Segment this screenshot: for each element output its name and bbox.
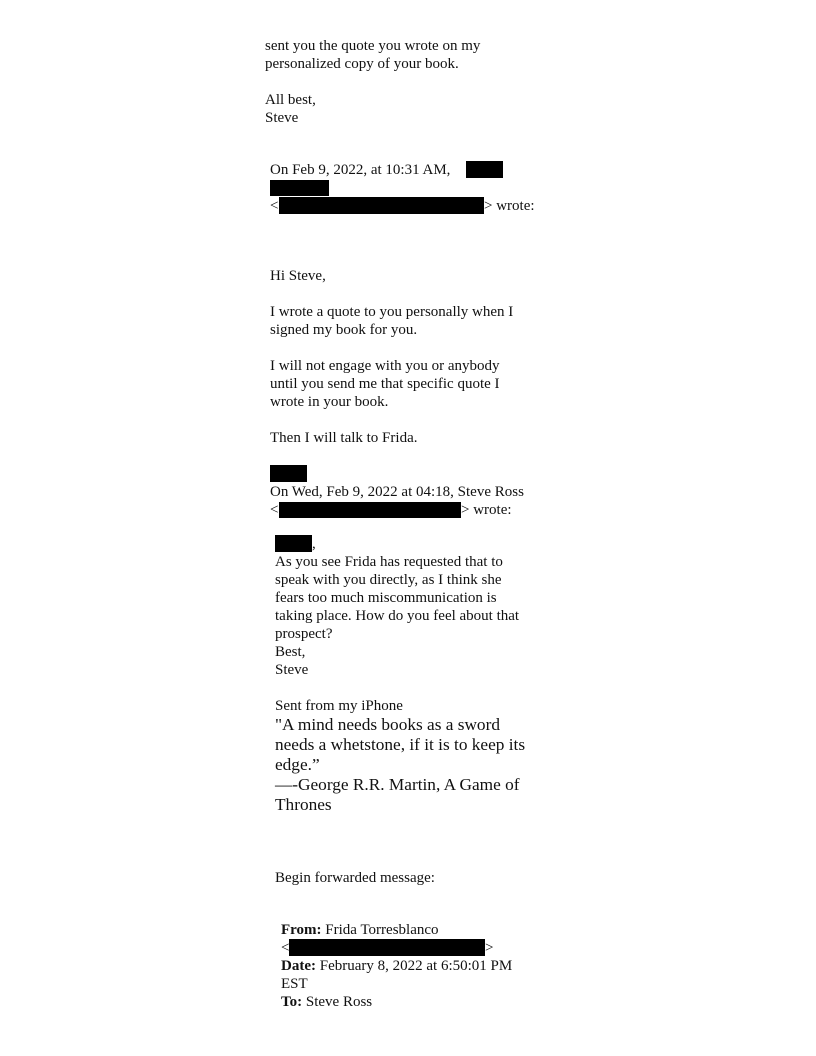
signoff: Best, — [275, 644, 306, 660]
body-text-line: fears too much miscommunication is — [275, 590, 497, 606]
quote-header-line: On Feb 9, 2022, at 10:31 AM, — [270, 162, 451, 178]
from-value: Frida Torresblanco — [325, 922, 439, 938]
quote-header-open: < — [270, 502, 279, 518]
from-email-close: > — [485, 940, 494, 956]
greeting: Hi Steve, — [270, 268, 326, 284]
sent-from-line: Sent from my iPhone — [275, 698, 403, 714]
sender-name: Steve — [275, 662, 309, 678]
redaction-box — [279, 197, 484, 214]
from-email-open: < — [281, 940, 290, 956]
signature-quote-attribution: —-George R.R. Martin, A Game of — [275, 775, 520, 794]
forwarded-intro: Begin forwarded message: — [275, 870, 435, 886]
body-text-line: prospect? — [275, 626, 333, 642]
redaction-box — [270, 465, 307, 482]
quote-header-wrote: > wrote: — [484, 198, 535, 214]
body-text-line: wrote in your book. — [270, 394, 389, 410]
greeting-comma: , — [312, 536, 316, 552]
body-text-line: personalized copy of your book. — [265, 56, 459, 72]
body-text-line: Then I will talk to Frida. — [270, 430, 418, 446]
from-row — [281, 921, 439, 939]
to-value: Steve Ross — [305, 994, 373, 1010]
sender-name: Steve — [265, 110, 299, 126]
date-row — [281, 957, 512, 975]
body-text-line: I wrote a quote to you personally when I — [270, 304, 514, 320]
quote-header-wrote: > wrote: — [461, 502, 512, 518]
signature-quote-attribution: Thrones — [275, 795, 332, 814]
redaction-box — [466, 161, 503, 178]
redaction-box — [279, 502, 461, 518]
redaction-box — [270, 180, 329, 196]
body-text-line: until you send me that specific quote I — [270, 376, 500, 392]
date-value: February 8, 2022 at 6:50:01 PM — [319, 958, 513, 974]
date-label: Date: — [281, 958, 316, 974]
body-text-line: sent you the quote you wrote on my — [265, 38, 481, 54]
body-text-line: As you see Frida has requested that to — [275, 554, 503, 570]
signoff: All best, — [265, 92, 316, 108]
body-text-line: taking place. How do you feel about that — [275, 608, 520, 624]
to-row — [281, 993, 372, 1011]
signature-quote-line: "A mind needs books as a sword — [275, 715, 500, 734]
redaction-box — [275, 535, 312, 552]
signature-quote-line: needs a whetstone, if it is to keep its — [275, 735, 526, 754]
date-timezone: EST — [281, 976, 308, 992]
body-text-line: signed my book for you. — [270, 322, 418, 338]
quote-header-line: On Wed, Feb 9, 2022 at 04:18, Steve Ross — [270, 484, 524, 500]
quote-header-open: < — [270, 198, 279, 214]
redaction-box — [289, 939, 485, 956]
body-text-line: speak with you directly, as I think she — [275, 572, 502, 588]
to-label: To: — [281, 994, 303, 1010]
body-text-line: I will not engage with you or anybody — [270, 358, 500, 374]
signature-quote-line: edge.” — [275, 755, 320, 774]
from-label: From: — [281, 922, 322, 938]
